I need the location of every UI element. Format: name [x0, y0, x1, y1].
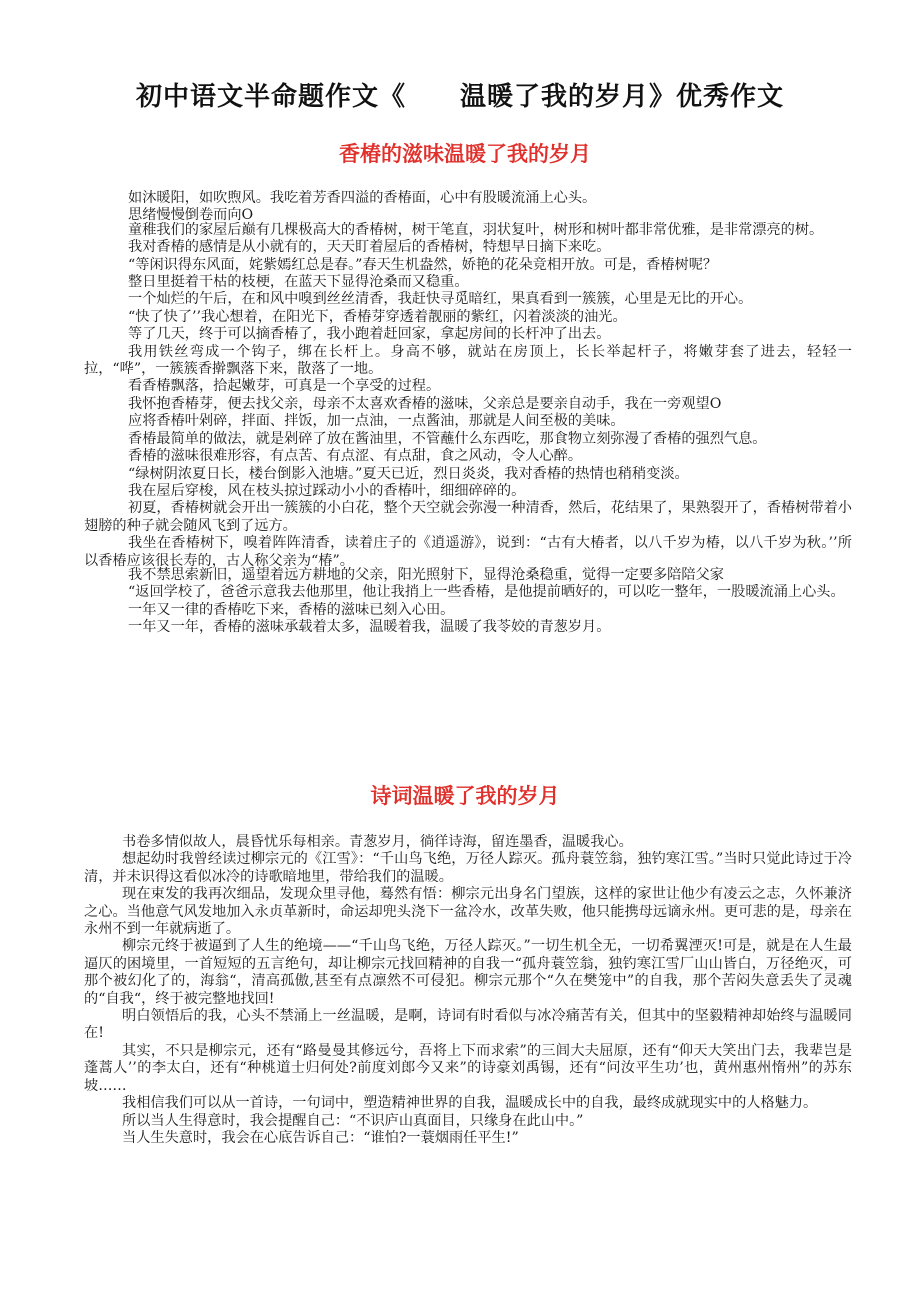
- paragraph: “等闲识得东风面，姹紫嫣红总是春。”春天生机盎然，娇艳的花朵竞相开放。可是，香椿树呢？: [128, 256, 718, 273]
- paragraph: 书卷多情似故人，晨昏忧乐每相亲。青葱岁月，徜徉诗海，留连墨香，温暖我心。: [122, 834, 633, 850]
- paragraph: 我不禁思索新旧，遥望着远方耕地的父亲，阳光照射下，显得沧桑稳重，觉得一定要多陪陪父家: [128, 566, 724, 583]
- paragraph: 明白领悟后的我，心头不禁涌上一丝温暖，是啊，诗词有时看似与冰冷痛苦有关，但其中的坚毅精神却始终与温暖同在!: [84, 1008, 852, 1042]
- essay-2-title: 诗词温暖了我的岁月: [370, 783, 560, 808]
- paragraph: 当人生失意时，我会在心底告诉自己：“谁怕?一蓑烟雨任平生!”: [122, 1129, 519, 1146]
- essay-2-body: [84, 834, 852, 1147]
- essay-1-title: 香椿的滋味温暖了我的岁月: [339, 141, 591, 166]
- paragraph: 现在束发的我再次细品，发现众里寻他，蓦然有悟：柳宗元出身名门望族，这样的家世让他少有凌云之志，久怀兼济之心。当他意气风发地加入永贞革新时，命运却兜头浇下一盆冷水，改革失败，他只能携母远谪永州。更可悲的是，母亲在永州不到一年就病逝了。: [84, 886, 852, 938]
- paragraph: 等了几天，终于可以摘香椿了，我小跑着赶回家，拿起房间的长杆冲了出去。: [128, 326, 611, 343]
- paragraph: 应将香椿叶剁碎，拌面、拌饭，加一点油，一点酱油，那就是人间至极的美味。: [128, 413, 625, 430]
- paragraph: 看香椿飘落，拾起嫩芽，可真是一个享受的过程。: [128, 378, 441, 395]
- paragraph: 一年又一年，香椿的滋味承载着太多，温暖着我，温暖了我苓姣的青葱岁月。: [128, 619, 611, 636]
- essay-1-body: [84, 190, 852, 637]
- paragraph: 其实，不只是柳宗元，还有“路曼曼其修远兮，吾将上下而求索”的三闾大夫屈原，还有“仰天大笑出门去，我辈岂是蓬蒿人’’的李太白，还有“种桃道士归何处?前度刘郎今又来”的诗豪刘禹锡，还有“问汝平生功’也，黄州惠州惰州”的苏东坡……: [84, 1042, 852, 1094]
- paragraph: 如沐暖阳，如吹煦风。我吃着芳香四溢的香椿面，心中有股暖流涌上心头。: [128, 190, 597, 206]
- paragraph: “绿树阴浓夏日长，楼台倒影入池塘。”夏天已近，烈日炎炎，我对香椿的热情也稍稍变淡。: [128, 465, 689, 482]
- paragraph: “返回学校了，爸爸示意我去他那里，他让我捎上一些香椿，是他提前晒好的，可以吃一整年，一股暖流涌上心头。: [128, 584, 845, 601]
- paragraph: 香椿的滋味很难形容，有点苦、有点涩、有点甜，食之风动，令人心醉。: [128, 448, 583, 465]
- paragraph: 柳宗元终于被逼到了人生的绝境——“千山鸟飞绝，万径人踪灭。”一切生机全无，一切希翼湮灭!可是，就是在人生最逼仄的困境里，一首短短的五言绝句，却让柳宗元找回精神的自我一“孤舟蓑笠翁，独钓寒江雪厂山山皆白，万径绝灭，可那个被幻化了的，海翁“，清高孤傲,甚至有点凛然不可侵犯。柳宗元那个“久在樊笼中”的自我，那个苦闷失意丢失了灵魂的“自我“，终于被完整地找回!: [84, 938, 852, 1007]
- paragraph: 思绪慢慢倒卷而向O: [128, 207, 254, 224]
- paragraph: 一个灿烂的午后，在和风中嗅到丝丝清香，我赶快寻觅暗红，果真看到一簇簇，心里是无比的开心。: [128, 291, 753, 308]
- document-title: 初中语文半命题作文《 温暖了我的岁月》优秀作文: [135, 82, 784, 112]
- paragraph: 我在屋后穿梭，风在枝头掠过踩动小小的香椿叶，细细碎碎的。: [128, 482, 526, 499]
- paragraph: 想起幼时我曾经读过柳宗元的《江雪》：“千山鸟飞绝，万径人踪灭。孤舟蓑笠翁，独钓寒江雪。”当时只觉此诗过于冷清，并未识得这看似冰冷的诗歌暗地里，带给我们的温暖。: [84, 851, 852, 885]
- paragraph: 整日里挺着干枯的枝梗，在蓝天下显得沧桑而又稳重。: [128, 274, 469, 291]
- paragraph: 初夏，香椿树就会开出一簇簇的小白花，整个天空就会弥漫一种清香，然后，花结果了，果熟裂开了，香椿树带着小翅膀的种子就会随风飞到了远方。: [84, 500, 852, 534]
- paragraph: “快了快了’’我心想着，在阳光下，香椿芽穿透着靓丽的紫红，闪着淡淡的油光。: [128, 308, 627, 325]
- paragraph: 我坐在香椿树下，嗅着阵阵清香，读着庄子的《逍遥游》，说到：“古有大椿者，以八千岁为椿，以八千岁为秋。’’所以香椿应该很长寿的，古人称父亲为“椿”。: [84, 535, 852, 569]
- paragraph: 我相信我们可以从一首诗，一句词中，塑造精神世界的自我，温暖成长中的自我，最终成就现实中的人格魅力。: [122, 1095, 818, 1112]
- paragraph: 童稚我们的家屋后巅有几棵极高大的香椿树，树干笔直，羽状复叶，树形和树叶都非常优雅，是非常漂亮的树。: [128, 221, 824, 238]
- paragraph: 香椿最简单的做法，就是剁碎了放在酱油里，不管蘸什么东西吃，那食物立刻弥漫了香椿的强烈气息。: [128, 430, 767, 447]
- paragraph: 我怀抱香椿芽，便去找父亲，母亲不太喜欢香椿的滋味，父亲总是要亲自动手，我在一旁观望O: [128, 395, 722, 412]
- paragraph: 一年又一律的香椿吃下来，香椿的滋味已刻入心田。: [128, 601, 455, 618]
- paragraph: 我用铁丝弯成一个钩子，绑在长杆上。身高不够，就站在房顶上，长长举起杆子，将嫩芽套了进去，轻轻一拉，“哗”，一簇簇香擀飘落下来，散落了一地。: [84, 343, 852, 378]
- paragraph: 所以当人生得意时，我会提醒自己：“不识庐山真面目，只缘身在此山中。”: [122, 1112, 584, 1129]
- paragraph: 我对香椿的感情是从小就有的，天天盯着屋后的香椿树，特想早日摘下来吃。: [128, 239, 611, 256]
